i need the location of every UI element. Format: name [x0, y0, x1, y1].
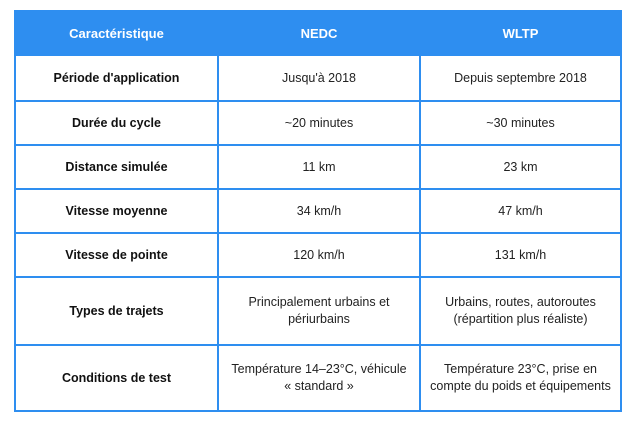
wltp-value: 131 km/h [420, 233, 621, 277]
wltp-value: Urbains, routes, autoroutes (répartition plus réaliste) [420, 277, 621, 345]
header-nedc: NEDC [218, 11, 420, 55]
wltp-value: 23 km [420, 145, 621, 189]
nedc-value: 11 km [218, 145, 420, 189]
nedc-value: 34 km/h [218, 189, 420, 233]
nedc-wltp-comparison-table [14, 10, 622, 412]
row-label: Vitesse de pointe [15, 233, 218, 277]
header-characteristic: Caractéristique [15, 11, 218, 55]
nedc-value: ~20 minutes [218, 101, 420, 145]
wltp-value: 47 km/h [420, 189, 621, 233]
table-row [15, 345, 621, 411]
wltp-value: Température 23°C, prise en compte du poids et équipements [420, 345, 621, 411]
table-row [15, 101, 621, 145]
header-wltp: WLTP [420, 11, 621, 55]
table-row [15, 55, 621, 101]
row-label: Durée du cycle [15, 101, 218, 145]
wltp-value: ~30 minutes [420, 101, 621, 145]
nedc-value: Température 14–23°C, véhicule « standard » [218, 345, 420, 411]
comparison-table-container [14, 10, 620, 414]
row-label: Période d'application [15, 55, 218, 101]
nedc-value: Principalement urbains et périurbains [218, 277, 420, 345]
nedc-value: Jusqu'à 2018 [218, 55, 420, 101]
row-label: Vitesse moyenne [15, 189, 218, 233]
nedc-value: 120 km/h [218, 233, 420, 277]
table-row [15, 189, 621, 233]
table-row [15, 145, 621, 189]
table-row [15, 277, 621, 345]
row-label: Types de trajets [15, 277, 218, 345]
table-row [15, 233, 621, 277]
row-label: Conditions de test [15, 345, 218, 411]
row-label: Distance simulée [15, 145, 218, 189]
wltp-value: Depuis septembre 2018 [420, 55, 621, 101]
table-header-row [15, 11, 621, 55]
